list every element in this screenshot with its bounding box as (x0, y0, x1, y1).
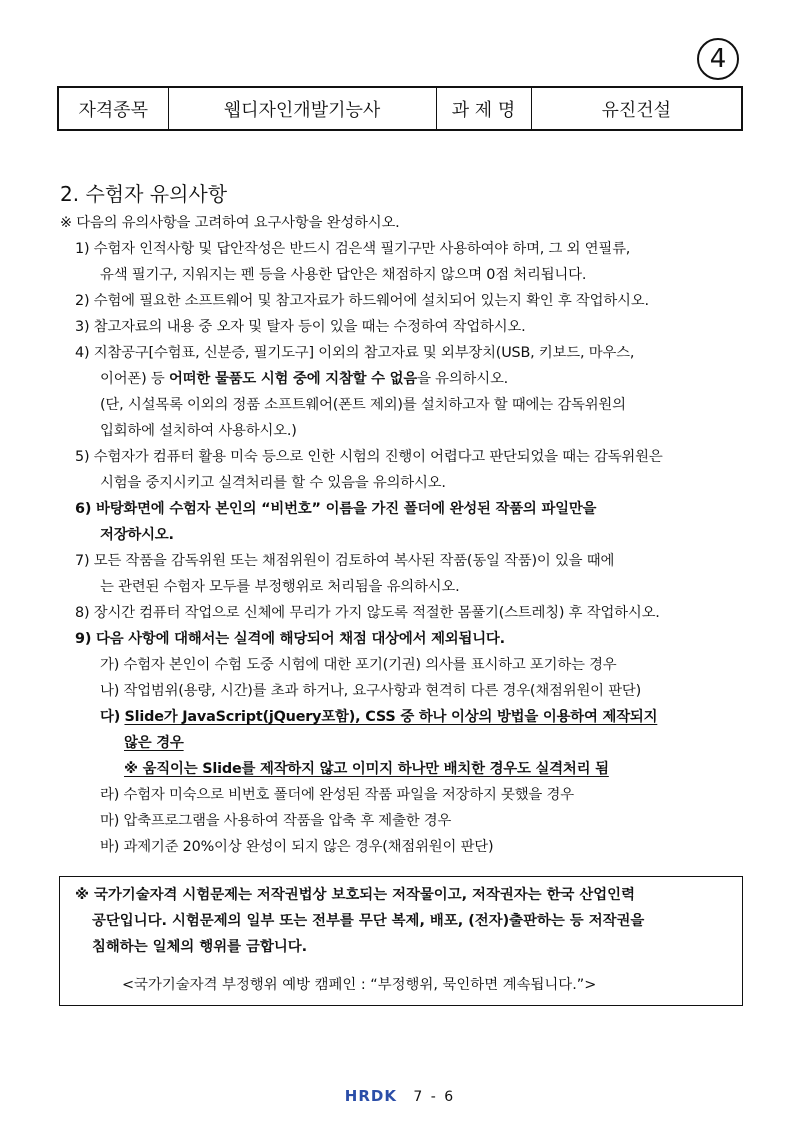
note-4b (100, 366, 508, 392)
notes-intro: ※ 다음의 유의사항을 고려하여 요구사항을 완성하시오. (60, 215, 400, 231)
page-number: 7 - 6 (413, 1089, 456, 1105)
note-4a: 4) 지참공구[수험표, 신분증, 필기도구] 이외의 참고자료 및 외부장치(USB, 키보드, 마우스, (75, 345, 635, 361)
note-9-ra: 라) 수험자 미숙으로 비번호 폴더에 완성된 작품 파일을 저장하지 못했을 경우 (100, 787, 574, 803)
note-9: 9) 다음 사항에 대해서는 실격에 해당되어 채점 대상에서 제외됩니다. (75, 631, 505, 647)
note-2: 2) 수험에 필요한 소프트웨어 및 참고자료가 하드웨어에 설치되어 있는지 확인 후 작업하시오. (75, 293, 649, 309)
note-9-na: 나) 작업범위(용량, 시간)를 초과 하거나, 요구사항과 현격히 다른 경우(채점위원이 판단) (100, 683, 642, 699)
note-6b: 저장하시오. (100, 527, 174, 543)
note-3: 3) 참고자료의 내용 중 오자 및 탈자 등이 있을 때는 수정하여 작업하시오. (75, 319, 526, 335)
header-label-subject: 자격종목 (58, 87, 168, 130)
note-8: 8) 장시간 컴퓨터 작업으로 신체에 무리가 가지 않도록 적절한 몸풀기(스트레칭) 후 작업하시오. (75, 605, 660, 621)
note-7a: 7) 모든 작품을 감독위원 또는 채점위원이 검토하여 복사된 작품(동일 작품)이 있을 때에 (75, 553, 615, 569)
note-4b-start: 이어폰) 등 (100, 371, 165, 387)
note-1a: 1) 수험자 인적사항 및 답안작성은 반드시 검은색 필기구만 사용하여야 하며, 그 외 연필류, (75, 241, 631, 257)
note-4c: (단, 시설목록 이외의 정품 소프트웨어(폰트 제외)를 설치하고자 할 때에는 감독위원의 (100, 397, 626, 413)
note-9-da-marker: 다) (100, 709, 121, 725)
note-5b: 시험을 중지시키고 실격처리를 할 수 있음을 유의하시오. (100, 475, 446, 491)
header-value-subject: 웹디자인개발기능사 (168, 87, 436, 130)
notice-line-2: 공단입니다. 시험문제의 일부 또는 전부를 무단 복제, 배포, (전자)출판하는 등 저작권을 (92, 913, 645, 929)
note-9-da-text: Slide가 JavaScript(jQuery포함), CSS 중 하나 이상의 방법을 이용하여 제작되지 (124, 709, 658, 725)
note-9-da-cont: 않은 경우 (124, 735, 184, 751)
note-9-da-note: ※ 움직이는 Slide를 제작하지 않고 이미지 하나만 배치한 경우도 실격처리 됨 (124, 761, 609, 777)
note-7b: 는 관련된 수험자 모두를 부정행위로 처리됨을 유의하시오. (100, 579, 460, 595)
note-4b-emphasis: 어떠한 물품도 시험 중에 지참할 수 없음 (168, 371, 418, 387)
exam-header-table (57, 86, 743, 131)
note-5a: 5) 수험자가 컴퓨터 활용 미숙 등으로 인한 시험의 진행이 어렵다고 판단되었을 때는 감독위원은 (75, 449, 663, 465)
notice-line-1: ※ 국가기술자격 시험문제는 저작권법상 보호되는 저작물이고, 저작권자는 한국 산업인력 (75, 887, 635, 903)
note-9-da (100, 704, 657, 730)
note-1b: 유색 필기구, 지워지는 펜 등을 사용한 답안은 채점하지 않으며 0점 처리됩니다. (100, 267, 587, 283)
note-9-ba: 바) 과제기준 20%이상 완성이 되지 않은 경우(채점위원이 판단) (100, 839, 494, 855)
copyright-notice-box (59, 876, 743, 1006)
page-footer (0, 1087, 800, 1105)
note-9-ma: 마) 압축프로그램을 사용하여 작품을 압축 후 제출한 경우 (100, 813, 452, 829)
hrdk-logo: HRDK (344, 1087, 397, 1105)
note-4b-end: 을 유의하시오. (417, 371, 509, 387)
header-label-task: 과 제 명 (436, 87, 531, 130)
notice-campaign: <국가기술자격 부정행위 예방 캠페인 : “부정행위, 묵인하면 계속됩니다.”> (122, 977, 597, 993)
page-number-mark-text: 4 (709, 44, 727, 74)
note-4d: 입회하에 설치하여 사용하시오.) (100, 423, 297, 439)
notice-line-3: 침해하는 일체의 행위를 금합니다. (92, 939, 308, 955)
page-number-mark (697, 38, 739, 80)
note-6a: 6) 바탕화면에 수험자 본인의 “비번호” 이름을 가진 폴더에 완성된 작품의 파일만을 (75, 501, 597, 517)
note-9-ga: 가) 수험자 본인이 수험 도중 시험에 대한 포기(기권) 의사를 표시하고 포기하는 경우 (100, 657, 617, 673)
header-value-task: 유진건설 (531, 87, 742, 130)
section-title: 2. 수험자 유의사항 (60, 182, 228, 206)
